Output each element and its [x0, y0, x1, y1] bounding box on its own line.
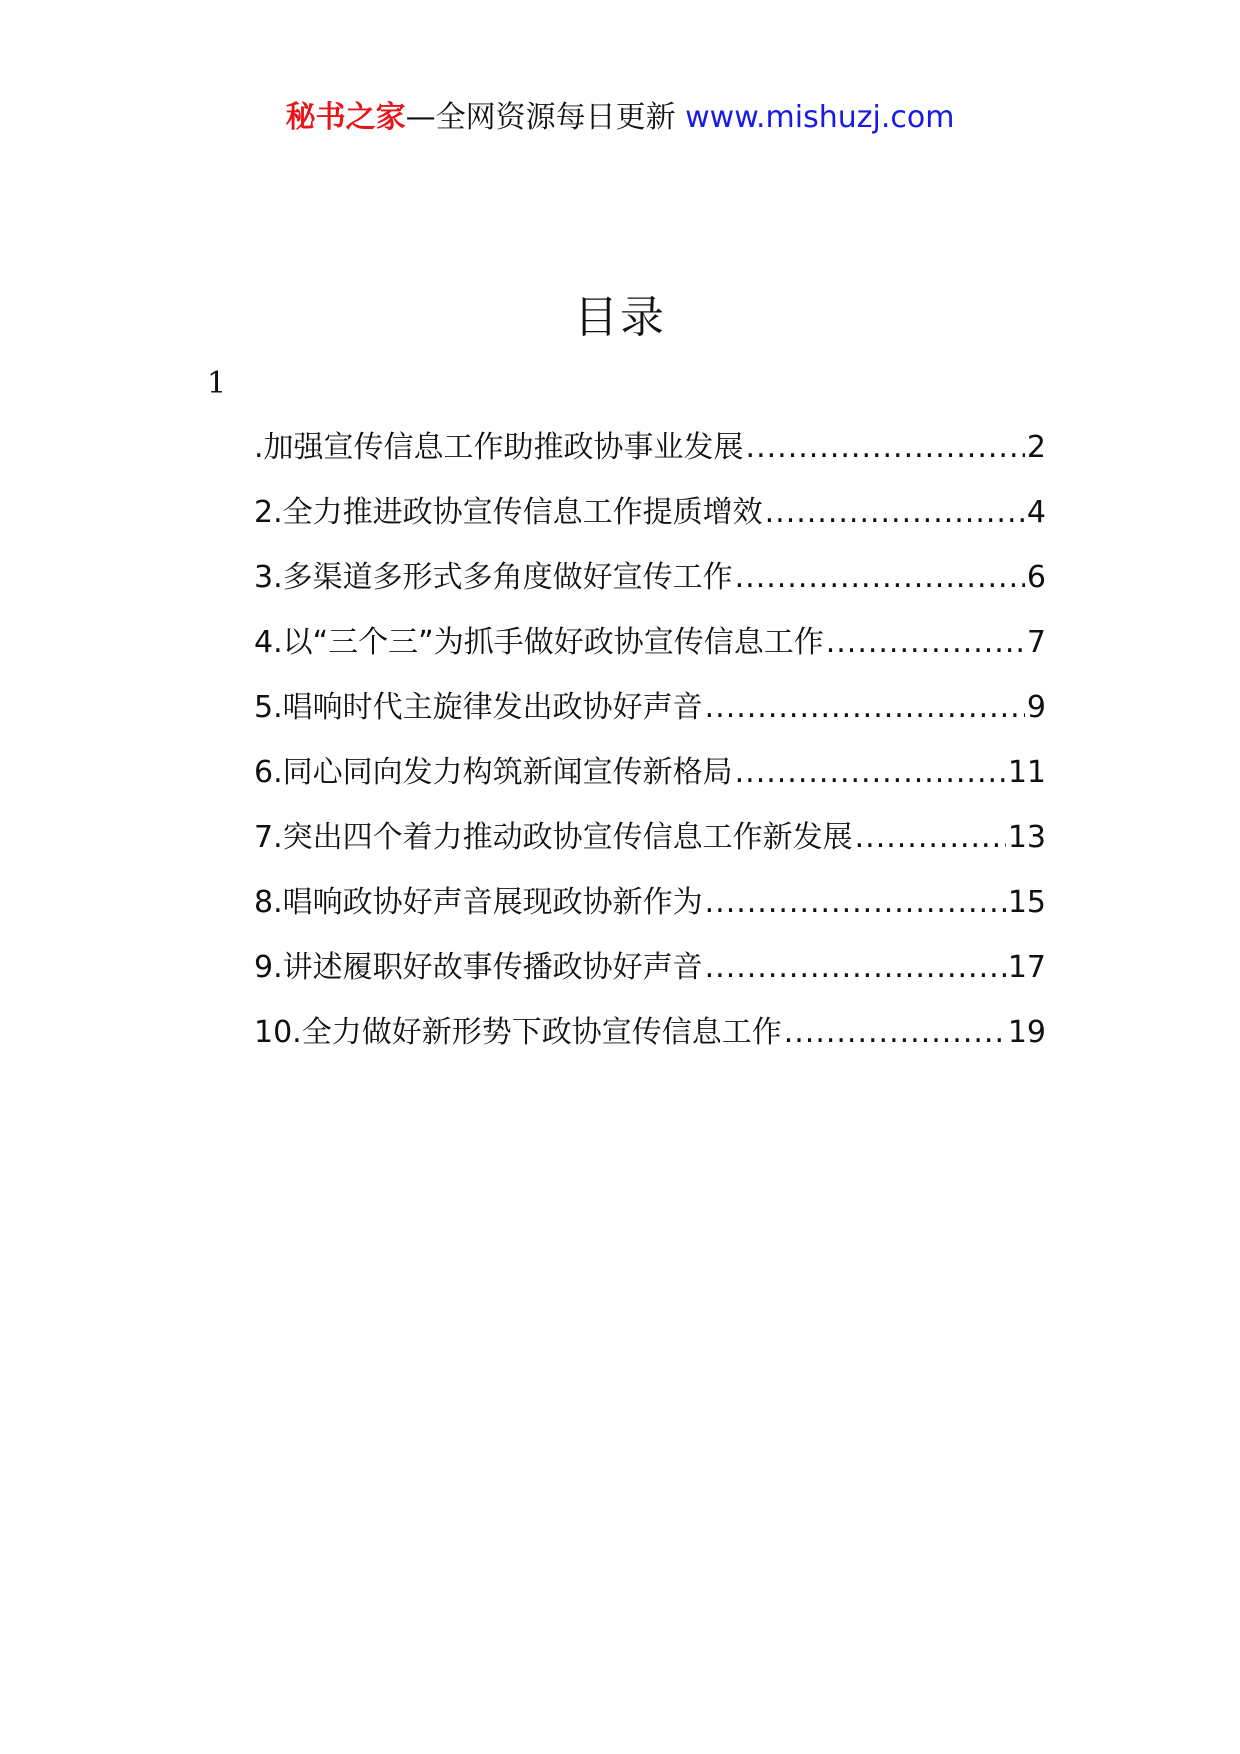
toc-entry-page: 17 [1007, 950, 1046, 985]
toc-entry[interactable] [254, 489, 1046, 554]
toc-entry-leader [705, 879, 1006, 927]
toc-entry-page: 6 [1026, 560, 1046, 595]
toc-entry-page: 9 [1026, 690, 1046, 725]
toc-entry-page: 7 [1026, 625, 1046, 660]
toc-entry[interactable] [254, 619, 1046, 684]
toc-entry-page: 15 [1007, 885, 1046, 920]
toc-entry[interactable] [254, 749, 1046, 814]
header-slogan: —全网资源每日更新 [405, 100, 686, 135]
toc-stray-number: 1 [207, 366, 227, 401]
toc-entry-label: 7.突出四个着力推动政协宣传信息工作新发展 [254, 820, 853, 855]
toc-entry-label: 2.全力推进政协宣传信息工作提质增效 [254, 495, 763, 530]
toc-entry-leader [855, 814, 1006, 862]
site-header [0, 98, 1240, 138]
toc-entry-page: 13 [1007, 820, 1046, 855]
toc-entry[interactable] [254, 424, 1046, 489]
toc-entry-leader [826, 619, 1025, 667]
toc-entry-leader [735, 749, 1006, 797]
toc-entry[interactable] [254, 879, 1046, 944]
site-url[interactable]: www.mishuzj.com [685, 100, 955, 135]
toc-entry-leader [735, 554, 1025, 602]
toc-entry-label: .加强宣传信息工作助推政协事业发展 [254, 430, 744, 465]
toc-entry-leader [746, 424, 1025, 472]
toc-entry-label: 8.唱响政协好声音展现政协新作为 [254, 885, 703, 920]
toc-entry[interactable] [254, 1009, 1046, 1074]
toc-entry-label: 4.以“三个三”为抓手做好政协宣传信息工作 [254, 625, 824, 660]
toc-entry[interactable] [254, 814, 1046, 879]
toc-entry-leader [705, 684, 1025, 732]
toc-entry-page: 2 [1026, 430, 1046, 465]
toc-entry-page: 19 [1007, 1015, 1046, 1050]
toc-entry-page: 4 [1026, 495, 1046, 530]
toc-entry-label: 9.讲述履职好故事传播政协好声音 [254, 950, 703, 985]
toc-entry[interactable] [254, 684, 1046, 749]
toc-entry-page: 11 [1007, 755, 1046, 790]
toc-entry-leader [705, 944, 1006, 992]
toc-entry-label: 6.同心同向发力构筑新闻宣传新格局 [254, 755, 733, 790]
toc-entry-leader [765, 489, 1025, 537]
toc-entry-leader [784, 1009, 1006, 1057]
toc-entry-label: 3.多渠道多形式多角度做好宣传工作 [254, 560, 733, 595]
brand-name: 秘书之家 [285, 100, 406, 135]
toc-title: 目录 [574, 292, 666, 343]
toc-entry[interactable] [254, 554, 1046, 619]
toc-entry-label: 10.全力做好新形势下政协宣传信息工作 [254, 1015, 782, 1050]
toc-list [254, 424, 1046, 1074]
toc-entry-label: 5.唱响时代主旋律发出政协好声音 [254, 690, 703, 725]
toc-entry[interactable] [254, 944, 1046, 1009]
